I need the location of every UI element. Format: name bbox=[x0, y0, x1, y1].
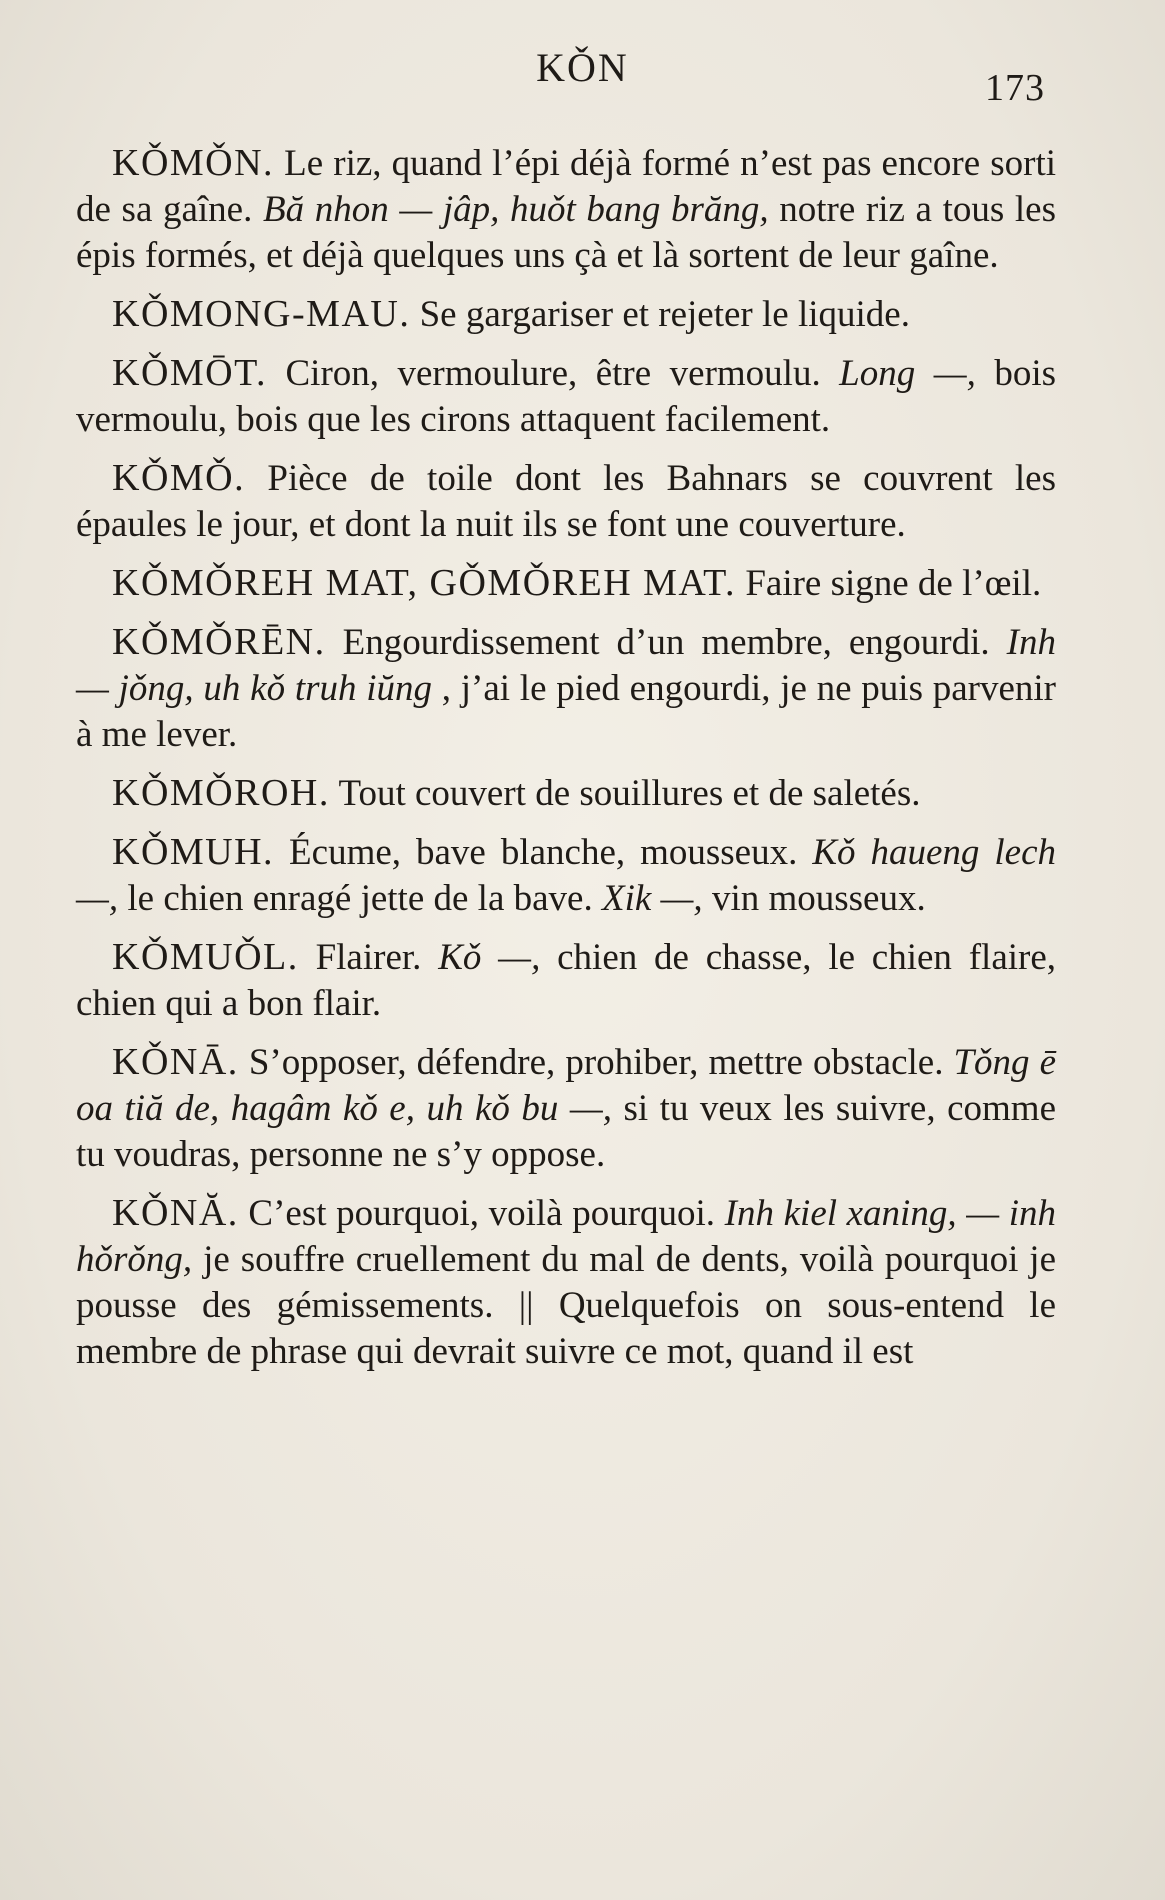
entry-definition: notre riz a tous les épis formés, et déjà quelques uns çà et là sortent de leur gaîne. bbox=[76, 189, 1056, 276]
dictionary-entry bbox=[76, 140, 1056, 279]
entry-example: Bă nhon — jâp, huǒt bang brăng, bbox=[262, 189, 769, 230]
entry-headword: KǑMUH. bbox=[112, 831, 275, 873]
entry-definition: , j’ai le pied engourdi, je ne puis parvenir à me lever. bbox=[76, 668, 1056, 755]
entry-definition: Écume, bave blanche, mousseux. bbox=[289, 832, 813, 873]
dictionary-entry bbox=[76, 291, 1056, 338]
dictionary-entry bbox=[76, 1039, 1056, 1178]
entry-example: Xik —, bbox=[601, 878, 703, 919]
entry-headword: KǑNĀ. bbox=[112, 1041, 239, 1083]
entry-example: Long —, bbox=[839, 353, 976, 394]
entry-example: Kǒ haueng lech —, bbox=[76, 832, 1057, 919]
entry-example: Inh — jǒng, uh kǒ truh iŭng bbox=[76, 622, 1056, 709]
entry-headword: KǑMǑROH. bbox=[112, 772, 330, 814]
dictionary-entry bbox=[76, 350, 1056, 443]
page-number: 173 bbox=[985, 67, 1045, 109]
entry-definition: Faire signe de l’œil. bbox=[745, 563, 1042, 604]
entry-definition: chien de chasse, le chien flaire, chien qui a bon flair. bbox=[76, 937, 1057, 1024]
entry-example: Kǒ —, bbox=[438, 937, 541, 978]
entry-headword: KǑMŌT. bbox=[112, 352, 268, 394]
entry-definition: Le riz, quand l’épi déjà formé n’est pas encore sorti de sa gaîne. bbox=[76, 143, 1057, 230]
entry-definition: Flairer. bbox=[315, 937, 439, 978]
dictionary-entry bbox=[76, 455, 1056, 548]
dictionary-entry bbox=[76, 934, 1056, 1027]
dictionary-entry bbox=[76, 829, 1056, 922]
entry-definition: Tout couvert de souillures et de saletés. bbox=[338, 773, 921, 814]
entry-definition: je souffre cruellement du mal de dents, voilà pourquoi je pousse des gémissements. || Quelquefois on sous-entend le membre de phrase qui devrait suivre ce mot, quand il est bbox=[76, 1239, 1056, 1372]
entry-example: Tǒng ē oa tiă de, hagâm kǒ e, uh kǒ bu —, bbox=[76, 1042, 1057, 1129]
running-head: KǑN bbox=[536, 45, 629, 90]
entry-example: Inh kiel xaning, — inh hǒrǒng, bbox=[76, 1193, 1057, 1280]
entry-definition: S’opposer, défendre, prohiber, mettre obstacle. bbox=[248, 1042, 954, 1083]
entry-definition: C’est pourquoi, voilà pourquoi. bbox=[248, 1193, 725, 1234]
entry-headword: KǑMǑ. bbox=[112, 457, 246, 499]
entry-headword: KǑMǑRĒN. bbox=[112, 621, 326, 663]
dictionary-entry bbox=[76, 560, 1056, 607]
entry-headword: KǑNĂ. bbox=[112, 1192, 239, 1234]
entry-headword: KǑMONG-MAU. bbox=[112, 293, 411, 335]
entry-definition: vin mousseux. bbox=[702, 878, 926, 919]
entry-definition: Engourdissement d’un membre, engourdi. bbox=[342, 622, 1007, 663]
dictionary-entry bbox=[76, 1190, 1056, 1375]
entry-headword: KǑMǑREH MAT, GǑMǑREH MAT. bbox=[112, 562, 737, 604]
entry-definition: Pièce de toile dont les Bahnars se couvrent les épaules le jour, et dont la nuit ils se font une couverture. bbox=[76, 458, 1057, 545]
entry-headword: KǑMǑN. bbox=[112, 142, 275, 184]
entry-list bbox=[76, 140, 1056, 1387]
entry-definition: bois vermoulu, bois que les cirons attaquent facilement. bbox=[76, 353, 1057, 440]
entry-definition: Ciron, vermoulure, être vermoulu. bbox=[285, 353, 840, 394]
entry-definition: le chien enragé jette de la bave. bbox=[118, 878, 602, 919]
entry-definition: si tu veux les suivre, comme tu voudras, personne ne s’y oppose. bbox=[76, 1088, 1056, 1175]
entry-definition: Se gargariser et rejeter le liquide. bbox=[419, 294, 910, 335]
dictionary-entry bbox=[76, 619, 1056, 758]
entry-headword: KǑMUǑL. bbox=[112, 936, 299, 978]
dictionary-entry bbox=[76, 770, 1056, 817]
